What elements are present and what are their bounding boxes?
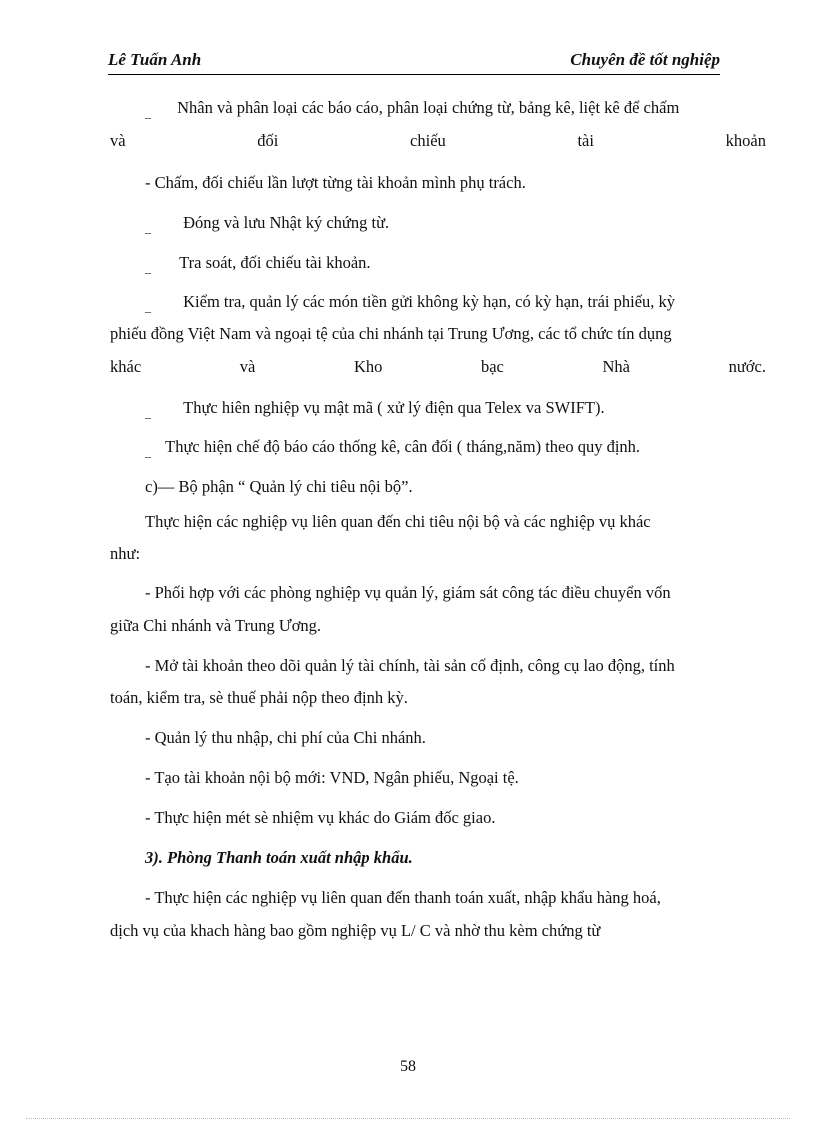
paragraph-line: toán, kiểm tra, sè thuế phải nộp theo định kỳ. bbox=[110, 688, 408, 707]
section-heading: c)— Bộ phận “ Quản lý chi tiêu nội bộ”. bbox=[145, 477, 413, 496]
paragraph-line: - Quản lý thu nhập, chi phí của Chi nhánh. bbox=[145, 728, 426, 747]
bullet-dash: _ bbox=[145, 300, 151, 314]
paragraph-line: Thực hiện các nghiệp vụ liên quan đến chi tiêu nội bộ và các nghiệp vụ khác bbox=[145, 512, 651, 531]
justified-line: và đối chiếu tài khoản bbox=[110, 131, 766, 150]
paragraph-line: _ Nhân và phân loại các báo cáo, phân loại chứng từ, bảng kê, liệt kê để chấm bbox=[145, 98, 679, 119]
paragraph-line: _ Thực hiện chế độ báo cáo thống kê, cân đối ( tháng,năm) theo quy định. bbox=[145, 437, 640, 458]
bullet-dash: _ bbox=[145, 106, 151, 120]
paragraph-line: _ Đóng và lưu Nhật ký chứng từ. bbox=[145, 213, 389, 234]
justified-line: khác và Kho bạc Nhà nước. bbox=[110, 357, 766, 376]
paragraph-line: _ Tra soát, đối chiếu tài khoản. bbox=[145, 253, 371, 274]
paragraph-line: phiếu đồng Việt Nam và ngoại tệ của chi nhánh tại Trung Ương, các tổ chức tín dụng bbox=[110, 324, 672, 343]
paragraph-line: giữa Chi nhánh và Trung Ương. bbox=[110, 616, 322, 635]
paragraph-line: - Tạo tài khoản nội bộ mới: VND, Ngân phiếu, Ngoại tệ. bbox=[145, 768, 519, 787]
bullet-dash: _ bbox=[145, 445, 151, 459]
paragraph-line: - Thực hiện mét sè nhiệm vụ khác do Giám đốc giao. bbox=[145, 808, 496, 827]
paragraph-line: _ Kiểm tra, quản lý các món tiền gửi không kỳ hạn, có kỳ hạn, trái phiếu, kỳ bbox=[145, 292, 675, 313]
paragraph-line: - Thực hiện các nghiệp vụ liên quan đến thanh toán xuất, nhập khẩu hàng hoá, bbox=[145, 888, 661, 907]
page-number: 58 bbox=[400, 1058, 416, 1075]
paragraph-line: _ Thực hiên nghiệp vụ mật mã ( xử lý điện qua Telex va SWIFT). bbox=[145, 398, 605, 419]
paragraph-line: dịch vụ của khach hàng bao gồm nghiệp vụ L/ C và nhờ thu kèm chứng từ bbox=[110, 921, 601, 940]
paragraph-line: như: bbox=[110, 544, 141, 563]
header-author: Lê Tuấn Anh bbox=[108, 50, 202, 69]
section-heading: 3). Phòng Thanh toán xuất nhập khẩu. bbox=[145, 848, 413, 867]
paragraph-line: - Chấm, đối chiếu lần lượt từng tài khoản mình phụ trách. bbox=[145, 173, 526, 192]
page-header bbox=[108, 48, 720, 75]
page-bottom-rule bbox=[26, 1118, 790, 1119]
bullet-dash: _ bbox=[145, 261, 151, 275]
paragraph-line: - Mở tài khoản theo dõi quản lý tài chính, tài sản cố định, công cụ lao động, tính bbox=[145, 656, 675, 675]
paragraph-line: - Phối hợp với các phòng nghiệp vụ quản lý, giám sát công tác điều chuyển vốn bbox=[145, 583, 671, 602]
bullet-dash: _ bbox=[145, 221, 151, 235]
header-title: Chuyên đề tốt nghiệp bbox=[570, 50, 720, 69]
bullet-dash: _ bbox=[145, 406, 151, 420]
